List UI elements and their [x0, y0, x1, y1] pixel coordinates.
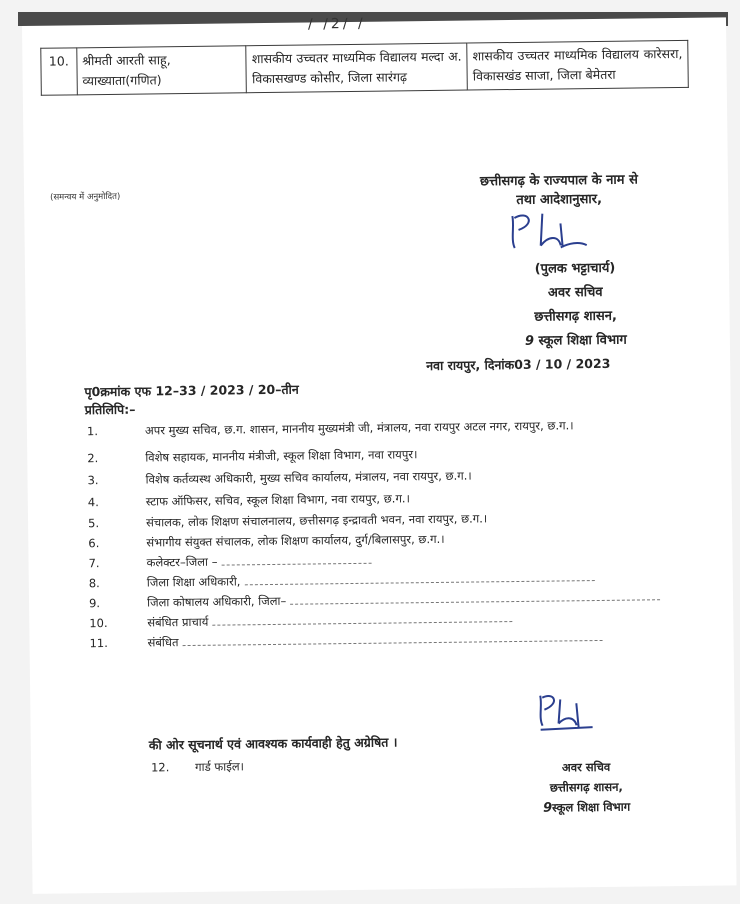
handwritten-mark: 9 — [542, 800, 553, 816]
officer-department: 9 स्कूल शिक्षा विभाग — [524, 332, 627, 349]
reference-number: पृ0क्रमांक एफ 12–33 / 2023 / 20–तीन — [84, 381, 299, 400]
sub-officer-designation: अवर सचिव — [561, 759, 611, 775]
list-item: 10. संबंधित प्राचार्य — [89, 606, 699, 633]
transfer-table — [40, 40, 689, 96]
place-date — [426, 355, 610, 374]
place: नवा रायपुर, दिनांक — [426, 357, 515, 374]
officer-signature — [502, 205, 593, 256]
order-line2: तथा आदेशानुसार, — [516, 191, 603, 208]
employee-post: व्याख्याता(गणित) — [82, 72, 162, 89]
officer-govt: छत्तीसगढ़ शासन, — [534, 308, 617, 325]
sub-officer-block — [501, 756, 672, 819]
blank-line — [244, 570, 594, 585]
list-item: 3. विशेष कर्तव्यस्थ अधिकारी, मुख्य सचिव कार्यालय, मंत्रालय, नवा रायपुर, छ.ग.। — [87, 468, 472, 488]
employee-name: श्रीमती आरती साहू, — [82, 52, 171, 69]
employee-cell — [77, 46, 247, 95]
handwritten-mark: 9 — [524, 333, 535, 349]
item-12: 12. गार्ड फाईल। — [150, 759, 245, 775]
table-row — [41, 40, 689, 95]
list-item: 8. जिला शिक्षा अधिकारी, — [89, 566, 699, 593]
list-item: 6. संभागीय संयुक्त संचालक, लोक शिक्षण कार्यालय, दुर्ग/बिलासपुर, छ.ग.। — [88, 531, 445, 551]
copy-list — [87, 414, 700, 653]
list-item: 11. संबंधित — [89, 626, 699, 653]
blank-line — [212, 611, 512, 626]
approval-note: (समन्वय में अनुमोदित) — [50, 191, 121, 203]
list-item: 1. अपर मुख्य सचिव, छ.ग. शासन, माननीय मुख्यमंत्री जी, मंत्रालय, नवा रायपुर अटल नगर, रायपुर, छ.ग.। — [86, 418, 574, 439]
forward-text: की ओर सूचनार्थ एवं आवश्यक कार्यवाही हेतु अग्रेषित । — [148, 734, 398, 753]
officer-designation: अवर सचिव — [547, 284, 603, 301]
sub-officer-department: 9स्कूल शिक्षा विभाग — [542, 799, 631, 816]
second-signature — [530, 687, 601, 734]
blank-line — [221, 553, 371, 566]
to-school-cell: शासकीय उच्चतर माध्यमिक विद्यालय कारेसरा, विकासखंड साजा, जिला बेमेतरा — [467, 40, 688, 90]
copy-heading: प्रतिलिपि:– — [84, 401, 136, 418]
list-item: 9. जिला कोषालय अधिकारी, जिला– — [89, 586, 699, 613]
blank-line — [290, 589, 660, 605]
order-line1: छत्तीसगढ़ के राज्यपाल के नाम से — [479, 172, 638, 190]
officer-block — [475, 256, 676, 354]
list-item: 2. विशेष सहायक, माननीय मंत्रीजी, स्कूल शिक्षा विभाग, नवा रायपुर। — [87, 447, 418, 466]
from-school-cell: शासकीय उच्चतर माध्यमिक विद्यालय मल्दा अ. विकासखण्ड कोसीर, जिला सारंगढ़ — [246, 43, 467, 93]
list-item: 7. कलेक्टर–जिला – — [88, 546, 698, 573]
document-page — [22, 17, 737, 894]
issue-date: 03 / 10 / 2023 — [514, 355, 611, 373]
list-item: 5. संचालक, लोक शिक्षण संचालनालय, छत्तीसगढ़ इन्द्रावती भवन, नवा रायपुर, छ.ग.। — [87, 511, 488, 531]
sub-officer-govt: छत्तीसगढ़ शासन, — [549, 779, 623, 795]
officer-name: (पुलक भट्टाचार्य) — [534, 260, 616, 277]
serial-cell: 10. — [41, 48, 77, 95]
page-number-fragment: / /2/ / — [307, 15, 366, 33]
blank-line — [182, 630, 602, 646]
list-item: 4. स्टाफ ऑफिसर, सचिव, स्कूल शिक्षा विभाग, नवा रायपुर, छ.ग.। — [87, 491, 410, 510]
